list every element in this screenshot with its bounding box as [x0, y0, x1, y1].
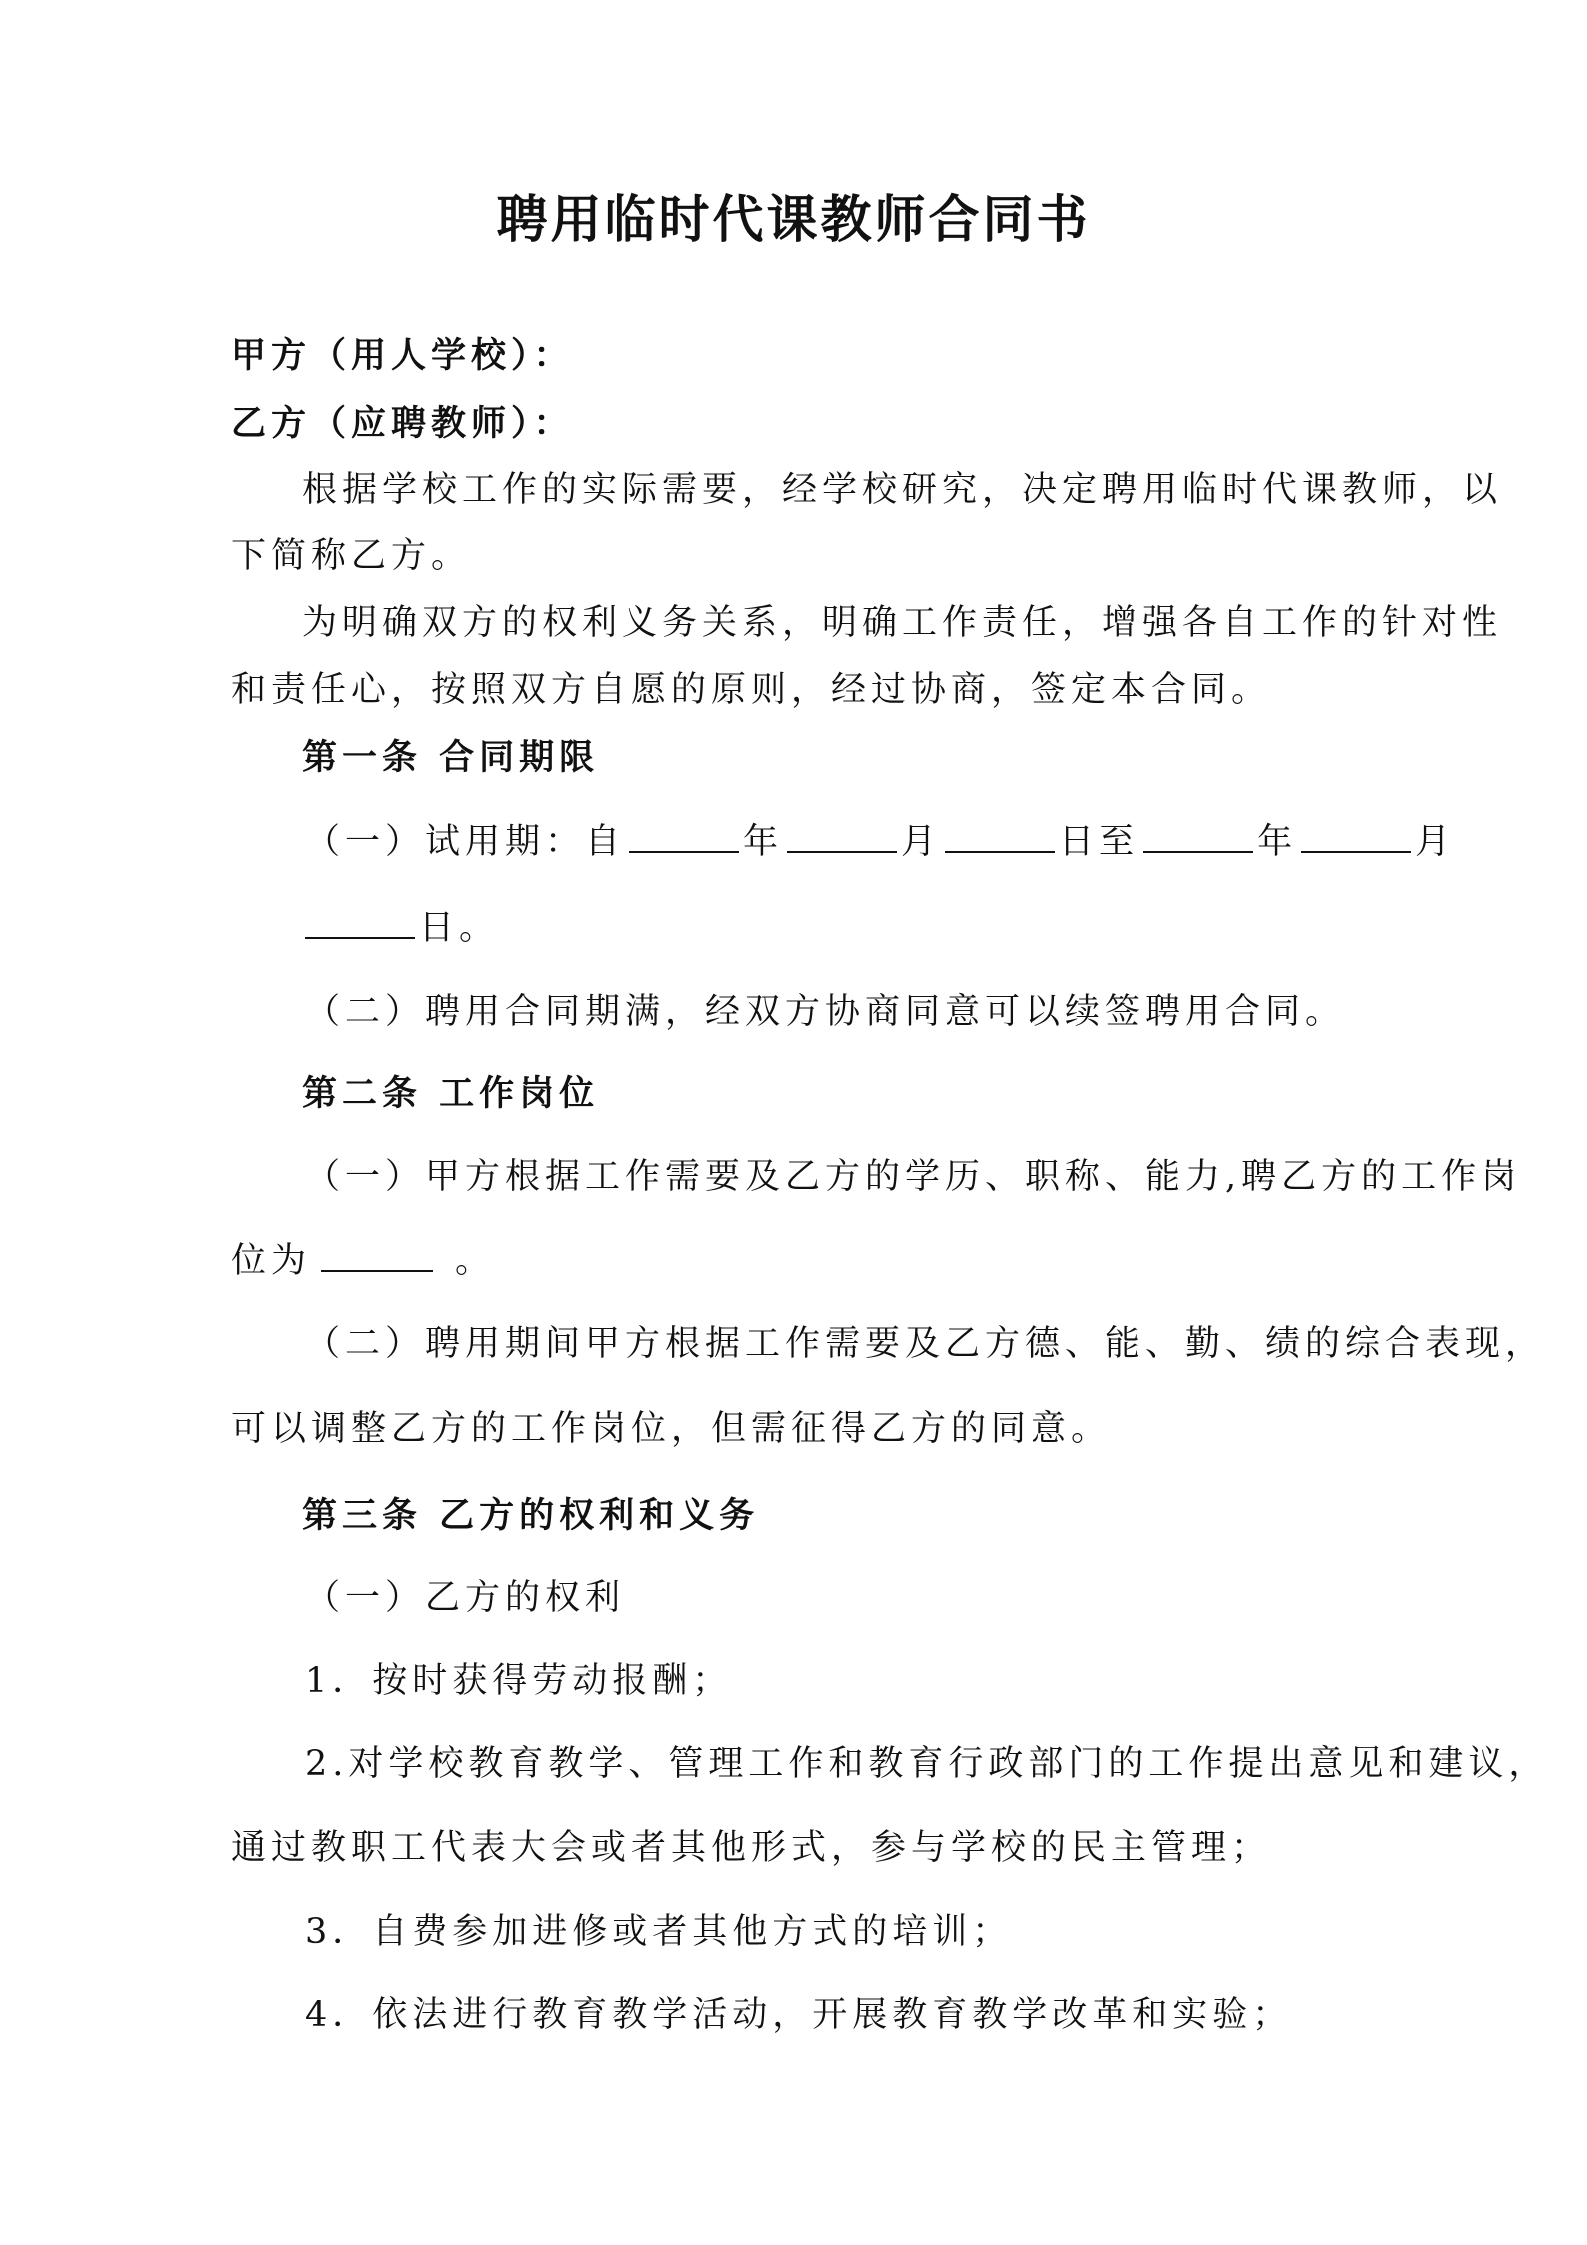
- intro-paragraph-2-line-2: 和责任心，按照双方自愿的原则，经过协商，签定本合同。: [231, 670, 1272, 710]
- right-item-4: 4．依法进行教育教学活动，开展教育教学改革和实验；: [305, 1995, 1293, 2035]
- trial-day-end-label: 日。: [419, 908, 500, 948]
- trial-period-line-2: [305, 904, 499, 952]
- renewal-clause: （二）聘用合同期满，经双方协商同意可以续签聘用合同。: [305, 992, 1346, 1032]
- rights-subheading: （一）乙方的权利: [305, 1578, 626, 1618]
- start-year-blank[interactable]: [629, 819, 739, 853]
- position-prefix: 位为: [231, 1241, 312, 1281]
- trial-day-to-label: 日至: [1059, 822, 1140, 862]
- trial-period-line: [305, 818, 1455, 866]
- start-day-blank[interactable]: [945, 819, 1055, 853]
- position-blank[interactable]: [321, 1238, 433, 1272]
- article-1-heading: 第一条 合同期限: [302, 737, 600, 778]
- adjustment-clause-line-2: 可以调整乙方的工作岗位，但需征得乙方的同意。: [231, 1409, 1112, 1449]
- intro-paragraph-1-line-1: 根据学校工作的实际需要，经学校研究，决定聘用临时代课教师，以: [302, 470, 1503, 510]
- trial-year-label: 年: [743, 822, 784, 862]
- trial-period-prefix: （一）试用期：自: [305, 822, 626, 862]
- intro-paragraph-1-line-2: 下简称乙方。: [231, 536, 472, 576]
- position-clause-line-1: （一）甲方根据工作需要及乙方的学历、职称、能力,聘乙方的工作岗: [305, 1157, 1522, 1197]
- right-item-2-line-1: 2.对学校教育教学、管理工作和教育行政部门的工作提出意见和建议，: [305, 1744, 1549, 1784]
- intro-paragraph-2-line-1: 为明确双方的权利义务关系，明确工作责任，增强各自工作的针对性: [302, 603, 1503, 643]
- position-suffix: 。: [455, 1241, 496, 1281]
- article-3-heading: 第三条 乙方的权利和义务: [302, 1495, 760, 1536]
- right-item-2-line-2: 通过教职工代表大会或者其他形式，参与学校的民主管理；: [231, 1828, 1272, 1868]
- party-a-label: 甲方（用人学校）：: [231, 335, 574, 376]
- end-month-blank[interactable]: [1301, 819, 1411, 853]
- trial-month2-label: 月: [1415, 822, 1456, 862]
- article-2-heading: 第二条 工作岗位: [302, 1073, 600, 1114]
- end-year-blank[interactable]: [1143, 819, 1253, 853]
- start-month-blank[interactable]: [787, 819, 897, 853]
- right-item-1: 1．按时获得劳动报酬；: [305, 1661, 733, 1701]
- trial-year2-label: 年: [1257, 822, 1298, 862]
- document-title: 聘用临时代课教师合同书: [496, 190, 1091, 250]
- party-b-label: 乙方（应聘教师）：: [231, 403, 574, 444]
- position-clause-line-2: [231, 1237, 495, 1285]
- end-day-blank[interactable]: [305, 905, 415, 939]
- adjustment-clause-line-1: （二）聘用期间甲方根据工作需要及乙方德、能、勤、绩的综合表现，: [305, 1324, 1546, 1364]
- trial-month-label: 月: [901, 822, 942, 862]
- right-item-3: 3．自费参加进修或者其他方式的培训；: [305, 1912, 1013, 1952]
